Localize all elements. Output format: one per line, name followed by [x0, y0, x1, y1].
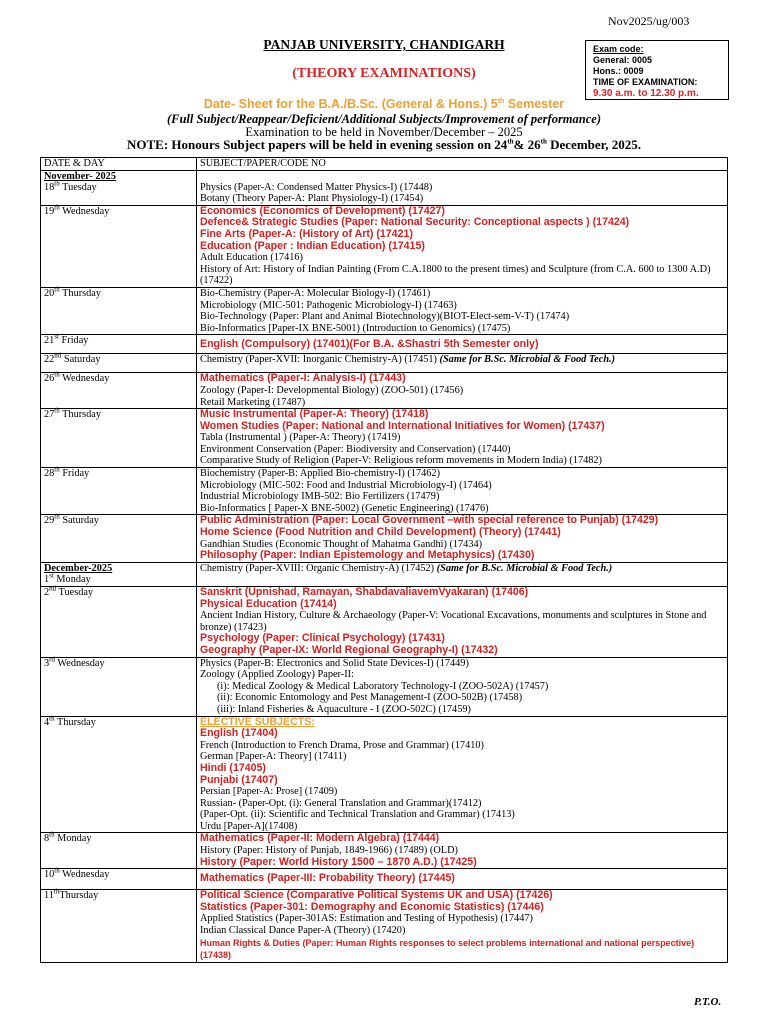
paper-line: History of Art: History of Indian Painting (From C.A.1800 to the present times) and Sculpture (from C.A. 600 to 1300 A.D) (17422) [200, 263, 711, 287]
table-row [41, 205, 728, 287]
paper-line: Zoology (Paper-I: Developmental Biology) (ZOO-501) (17456) [200, 384, 464, 396]
date-cell: 22nd Saturday [41, 354, 197, 373]
document-reference: Nov2025/ug/003 [608, 14, 690, 28]
table-row [41, 716, 728, 833]
paper-line: Botany (Theory Paper-A: Plant Physiology-I) (17454) [200, 193, 424, 205]
subject-cell [197, 354, 728, 373]
subject-cell [197, 869, 728, 890]
paper-line: Tabla (Instrumental ) (Paper-A: Theory) (17419) [200, 432, 401, 444]
paper-line: Physics (Paper-B: Electronics and Solid State Devices-I) (17449) [200, 657, 469, 669]
paper-line: Persian [Paper-A: Prose] (17409) [200, 786, 338, 798]
date-cell: 8th Monday [41, 833, 197, 869]
paper-line: Russian- (Paper-Opt. (i): General Translation and Grammar)(17412) [200, 797, 482, 809]
paper-line: Home Science (Food Nutrition and Child Development) (Theory) (17441) [200, 526, 561, 539]
date-sheet-heading: Date- Sheet for the B.A./B.Sc. (General & Hons.) 5th Semester [203, 97, 565, 111]
paper-line: Retail Marketing (17487) [200, 396, 306, 408]
table-row [41, 657, 728, 716]
paper-line: German [Paper-A: Theory] (17411) [200, 751, 347, 763]
page-turn-note: P.T.O. [694, 996, 722, 1008]
subject-cell [197, 515, 728, 562]
date-cell: 19th Wednesday [41, 205, 197, 287]
table-row [41, 562, 728, 586]
paper-line: Microbiology (MIC-502: Food and Industrial Microbiology-I) (17464) [200, 479, 492, 491]
paper-line: Comparative Study of Religion (Paper-V: Religious reform movements in Modern India) (17482) [200, 455, 602, 467]
paper-line: Mathematics (Paper-I: Analysis-I) (17443) [200, 372, 406, 385]
paper-line: Music Instrumental (Paper-A: Theory) (17418) [200, 408, 429, 421]
paper-line: Applied Statistics (Paper-301AS: Estimation and Testing of Hypothesis) (17447) [200, 913, 533, 925]
table-row [41, 373, 728, 409]
table-row [41, 468, 728, 515]
paper-line: French (Introduction to French Drama, Prose and Grammar) (17410) [200, 739, 484, 751]
paper-line: English (Compulsory) (17401)(For B.A. &Shastri 5th Semester only) [200, 337, 539, 350]
date-cell: 26th Wednesday [41, 373, 197, 409]
paper-line: Defence& Strategic Studies (Paper: National Security: Conceptional aspects ) (17424) [200, 216, 630, 229]
paper-line: Microbiology (MIC-501: Pathogenic Microbiology-I) (17463) [200, 299, 457, 311]
paper-line: Education (Paper : Indian Education) (17415) [200, 239, 425, 252]
date-cell: November- 2025 18th Tuesday [41, 170, 197, 205]
hons-code: Hons.: 0009 [593, 66, 644, 76]
date-cell: December-2025 1st Monday [41, 562, 197, 586]
paper-line: English (17404) [200, 727, 278, 740]
table-row [41, 587, 728, 658]
date-cell: 3rd Wednesday [41, 657, 197, 716]
honours-note: NOTE: Honours Subject papers will be held in evening session on 24th& 26th December, 2025. [127, 137, 641, 152]
paper-line: Psychology (Paper: Clinical Psychology) (17431) [200, 632, 445, 645]
subject-cell [197, 409, 728, 468]
table-row [41, 287, 728, 334]
paper-note: (Same for B.Sc. Microbial & Food Tech.) [436, 562, 613, 574]
paper-line: Bio-Technology (Paper: Plant and Animal Biotechnology)(BIOT-Elect-sem-V-T) (17474) [200, 311, 570, 323]
paper-line: Chemistry (Paper-XVIII: Organic Chemistry-A) (17452) (Same for B.Sc. Microbial & Food Tech.) [200, 562, 613, 574]
subject-cell [197, 562, 728, 586]
month-label: November- 2025 [44, 170, 116, 182]
paper-line: Environment Conservation (Paper: Biodiversity and Conservation) (17440) [200, 443, 511, 455]
date-cell: 29th Saturday [41, 515, 197, 562]
month-label: December-2025 [44, 562, 113, 574]
paper-line: Women Studies (Paper: National and International Initiatives for Women) (17437) [200, 419, 605, 432]
paper-line: Public Administration (Paper: Local Government –with special reference to Punjab) (17429) [200, 514, 659, 527]
paper-line: Industrial Microbiology IMB-502: Bio Fertilizers (17479) [200, 491, 440, 503]
paper-line: Gandhian Studies (Economic Thought of Mahatma Gandhi) (17434) [200, 538, 483, 550]
paper-line: (ii): Economic Entomology and Pest Management-I (ZOO-502B) (17458) [217, 692, 523, 704]
table-row [41, 354, 728, 373]
paper-line: Urdu [Paper-A](17408) [200, 820, 298, 832]
paper-line: (iii): Inland Fisheries & Aquaculture - I (ZOO-502C) (17459) [217, 703, 471, 715]
table-header-row [41, 158, 728, 171]
paper-line: Punjabi (17407) [200, 773, 278, 786]
subject-cell [197, 833, 728, 869]
paper-line: Statistics (Paper-301: Demography and Economic Statistics) (17446) [200, 900, 544, 913]
table-row [41, 869, 728, 890]
exam-time: 9.30 a.m. to 12.30 p.m. [593, 88, 699, 99]
exam-type-heading: (THEORY EXAMINATIONS) [292, 66, 476, 81]
subject-cell [197, 890, 728, 962]
date-cell: 2nd Tuesday [41, 587, 197, 658]
date-cell: 11thThursday [41, 890, 197, 962]
subtitle: (Full Subject/Reappear/Deficient/Additional Subjects/Improvement of performance) [166, 112, 601, 126]
exam-code-title: Exam code: [593, 44, 644, 54]
date-cell: 10th Wednesday [41, 869, 197, 890]
table-row [41, 409, 728, 468]
subject-cell [197, 170, 728, 205]
subject-cell [197, 373, 728, 409]
paper-line: Chemistry (Paper-XVII: Inorganic Chemistry-A) (17451) (Same for B.Sc. Microbial & Food Tech.) [200, 354, 616, 366]
paper-line: Economics (Economics of Development) (17427) [200, 204, 445, 217]
subject-cell [197, 287, 728, 334]
paper-line: (Paper-Opt. (ii): Scientific and Technical Translation and Grammar) (17413) [200, 809, 515, 821]
paper-line: History (Paper: History of Punjab, 1849-1966) (17489) (OLD) [200, 845, 458, 857]
paper-line: Human Rights & Duties (Paper: Human Rights responses to select problems international and national perspective) (17438) [200, 937, 695, 961]
paper-line: Physics (Paper-A: Condensed Matter Physics-I) (17448) [200, 181, 433, 193]
subject-cell [197, 716, 728, 833]
date-cell: 20th Thursday [41, 287, 197, 334]
date-cell: 28th Friday [41, 468, 197, 515]
paper-line: History (Paper: World History 1500 – 1870 A.D.) (17425) [200, 855, 477, 868]
table-row [41, 335, 728, 354]
paper-line: Biochemistry (Paper-B: Applied Bio-chemistry-I) (17462) [200, 468, 441, 480]
schedule-table [40, 157, 728, 963]
paper-line: Indian Classical Dance Paper-A (Theory) (17420) [200, 925, 406, 937]
paper-note: (Same for B.Sc. Microbial & Food Tech.) [439, 354, 616, 366]
paper-line: Bio-Chemistry (Paper-A: Molecular Biology-I) (17461) [200, 287, 431, 299]
subject-cell [197, 205, 728, 287]
paper-line: Philosophy (Paper: Indian Epistemology and Metaphysics) (17430) [200, 549, 535, 562]
paper-line: Mathematics (Paper-III: Probability Theory) (17445) [200, 872, 455, 885]
exam-period: Examination to be held in November/December – 2025 [245, 125, 523, 139]
paper-line: (i): Medical Zoology & Medical Laboratory Technology-I (ZOO-502A) (17457) [217, 680, 549, 692]
paper-line: Hindi (17405) [200, 761, 266, 774]
exam-time-label: TIME OF EXAMINATION: [593, 77, 698, 87]
university-name: PANJAB UNIVERSITY, CHANDIGARH [263, 37, 505, 52]
paper-line: Bio-Informatics [ Paper-X BNE-5002) (Genetic Engineering) (17476) [200, 502, 489, 514]
subject-cell [197, 587, 728, 658]
table-row [41, 170, 728, 205]
subject-cell [197, 468, 728, 515]
subject-cell [197, 335, 728, 354]
paper-line: Adult Education (17416) [200, 252, 303, 264]
paper-line: Sanskrit (Upnishad, Ramayan, ShabdavaliavemVyakaran) (17406) [200, 586, 529, 598]
paper-line: Physical Education (17414) [200, 597, 337, 610]
general-code: General: 0005 [593, 55, 653, 65]
date-cell: 21st Friday [41, 335, 197, 354]
table-row [41, 515, 728, 562]
header-subject: SUBJECT/PAPER/CODE NO [197, 158, 728, 171]
paper-line: Zoology (Applied Zoology) Paper-II: [200, 669, 354, 681]
paper-line: Bio-Informatics [Paper-IX BNE-5001) (Introduction to Genomics) (17475) [200, 322, 511, 334]
subject-cell [197, 657, 728, 716]
elective-heading: ELECTIVE SUBJECTS: [200, 715, 315, 728]
date-cell: 4th Thursday [41, 716, 197, 833]
paper-line: Geography (Paper-IX: World Regional Geography-I) (17432) [200, 643, 498, 656]
header-date: DATE & DAY [41, 158, 197, 171]
paper-line: Political Science (Comparative Political Systems UK and USA) (17426) [200, 889, 553, 902]
paper-line: Ancient Indian History, Culture & Archaeology (Paper-V: Vocational Excavations, monuments and sculptures in Stone and bronze) (17423) [200, 610, 707, 633]
exam-code-box [585, 40, 729, 100]
table-row [41, 890, 728, 962]
table-row [41, 833, 728, 869]
paper-line: Fine Arts (Paper-A: (History of Art) (17421) [200, 227, 413, 240]
date-cell: 27th Thursday [41, 409, 197, 468]
paper-line: Mathematics (Paper-II: Modern Algebra) (17444) [200, 832, 440, 845]
